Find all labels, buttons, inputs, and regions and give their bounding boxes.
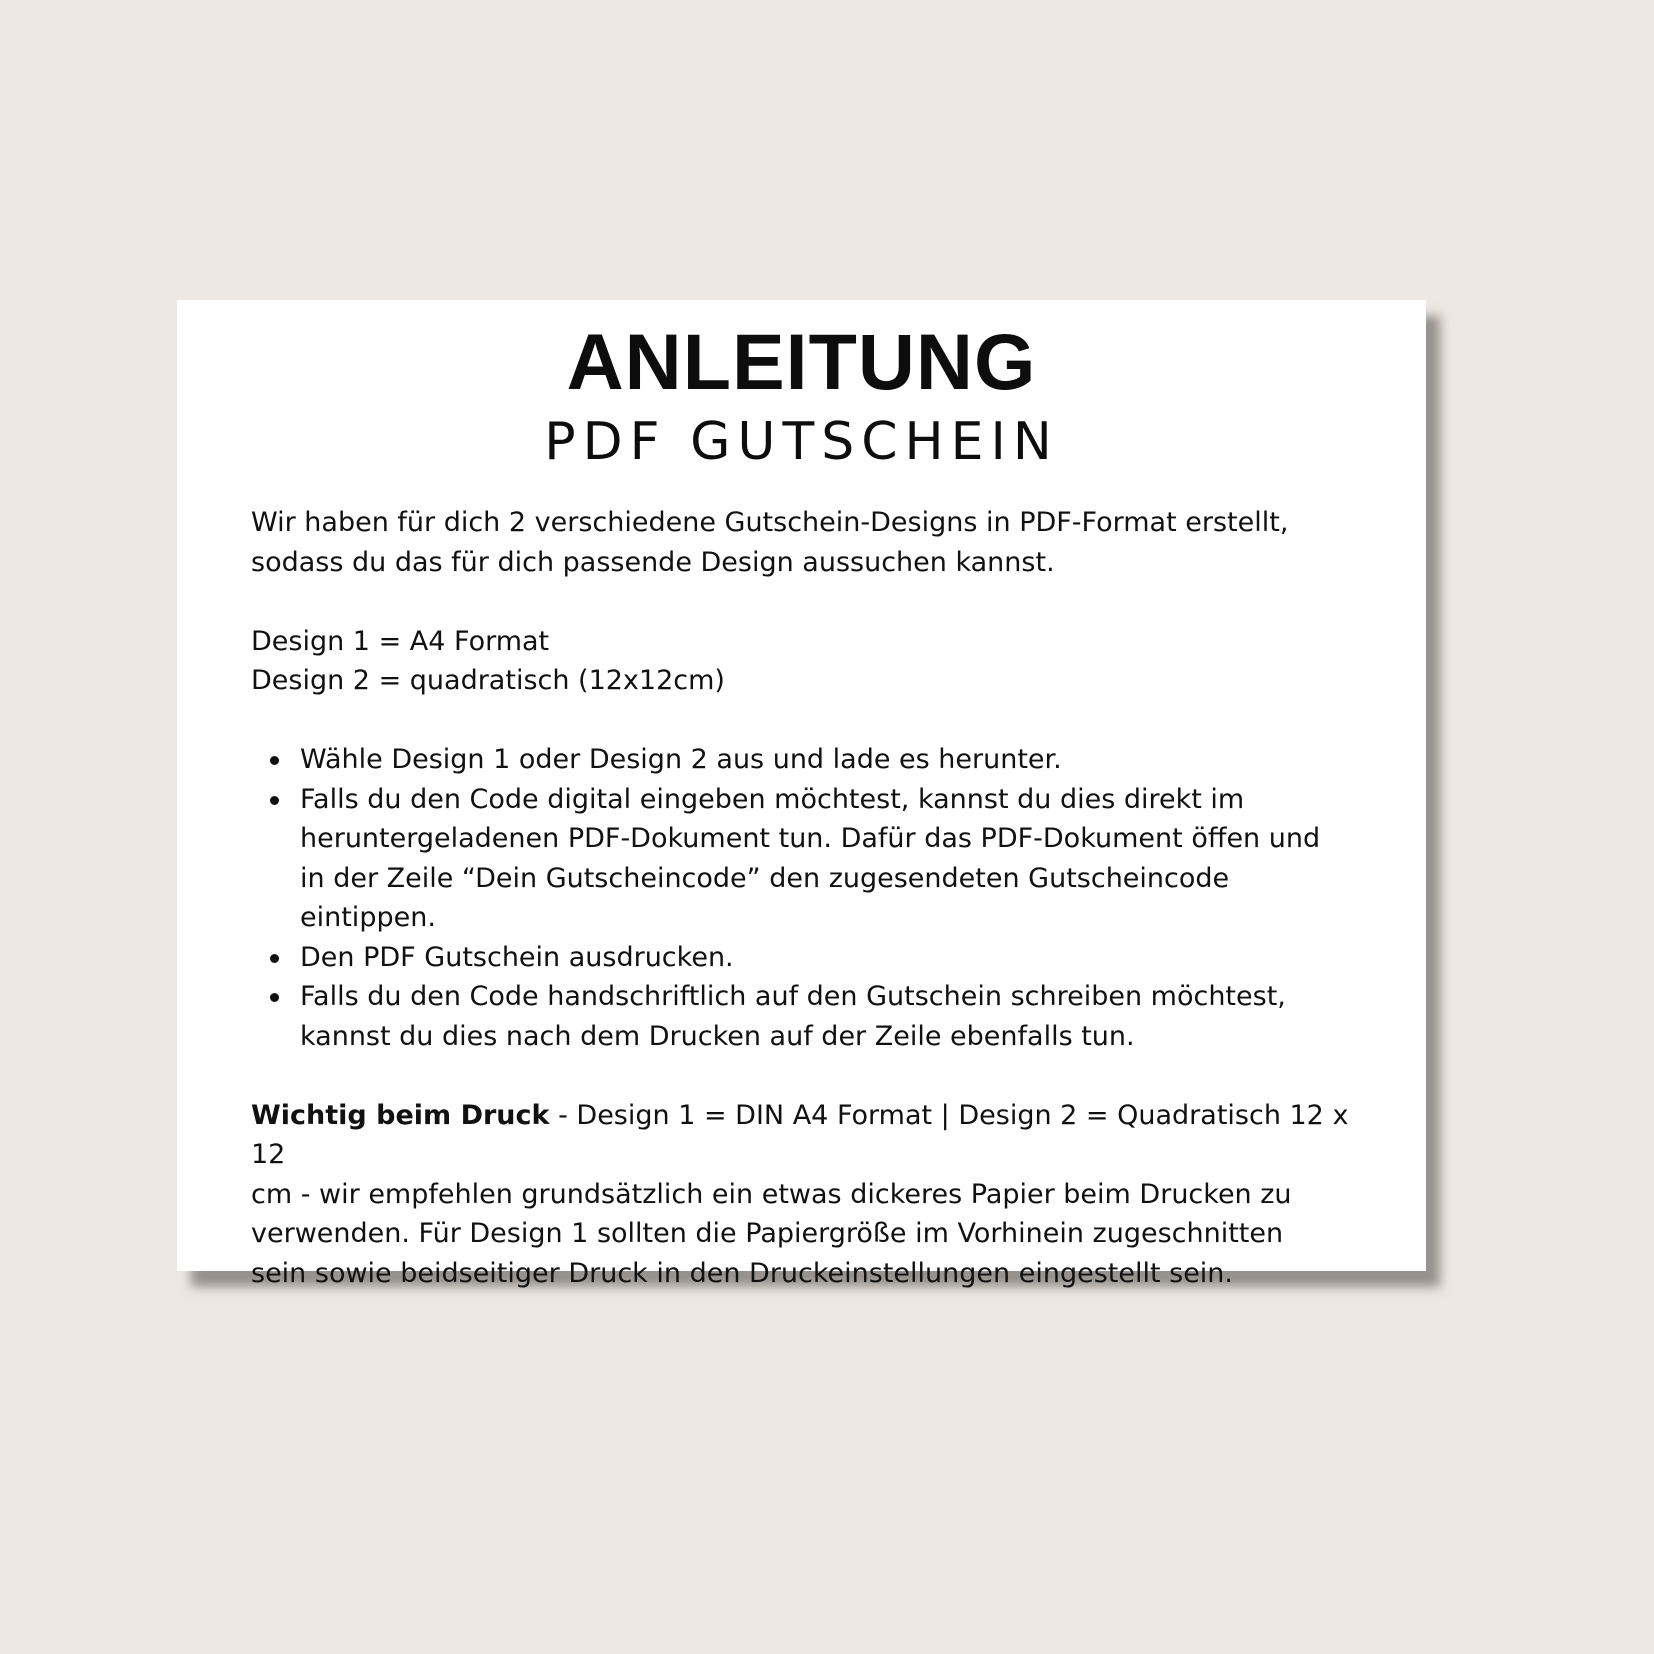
step-line: eintippen. [300,902,436,933]
card-subtitle: PDF GUTSCHEIN [544,412,1059,472]
design-list [251,622,1378,701]
bullet-icon [270,756,279,765]
step-line: Falls du den Code digital eingeben möchtest, kannst du dies direkt im [300,783,1245,815]
step-line: kannst du dies nach dem Drucken auf der Zeile ebenfalls tun. [300,1020,1135,1052]
step-line: Den PDF Gutschein ausdrucken. [300,941,734,973]
design-1-text: Design 1 = A4 Format [251,625,550,657]
bullet-icon [270,993,279,1002]
print-note [251,1096,1378,1294]
step-item [300,938,1378,978]
step-item [300,977,1378,1056]
print-note-label: Wichtig beim Druck [251,1099,550,1131]
card-title: ANLEITUNG [566,317,1037,406]
step-line: in der Zeile “Dein Gutscheincode” den zugesendeten Gutscheincode [300,862,1230,894]
bullet-icon [270,954,279,963]
print-note-line-1: - Design 1 = DIN A4 Format | Design 2 = Quadratisch 12 x 12 [251,1099,1349,1170]
step-line: Falls du den Code handschriftlich auf den Gutschein schreiben möchtest, [300,981,1286,1012]
instruction-card [177,300,1426,1289]
print-note-line-2: cm - wir empfehlen grundsätzlich ein etwas dickeres Papier beim Drucken zu [251,1178,1292,1210]
step-line: Wähle Design 1 oder Design 2 aus und lade es herunter. [300,744,1062,775]
print-note-line-3: verwenden. Für Design 1 sollten die Papiergröße im Vorhinein zugeschnitten [251,1218,1284,1249]
print-note-line-4: sein sowie beidseitiger Druck in den Druckeinstellungen eingestellt sein. [251,1257,1234,1289]
intro-line-1: Wir haben für dich 2 verschiedene Gutschein-Designs in PDF-Format erstellt, [251,507,1289,538]
intro-line-2: sodass du das für dich passende Design aussuchen kannst. [251,546,1055,578]
bullet-icon [270,796,279,805]
steps-list [251,740,1378,1056]
card-content [251,503,1378,1293]
design-2-text: Design 2 = quadratisch (12x12cm) [251,665,725,696]
step-line: heruntergeladenen PDF-Dokument tun. Dafür das PDF-Dokument öffen und [300,823,1321,854]
step-item [300,780,1378,938]
intro-paragraph [251,503,1378,582]
step-item [300,740,1378,780]
